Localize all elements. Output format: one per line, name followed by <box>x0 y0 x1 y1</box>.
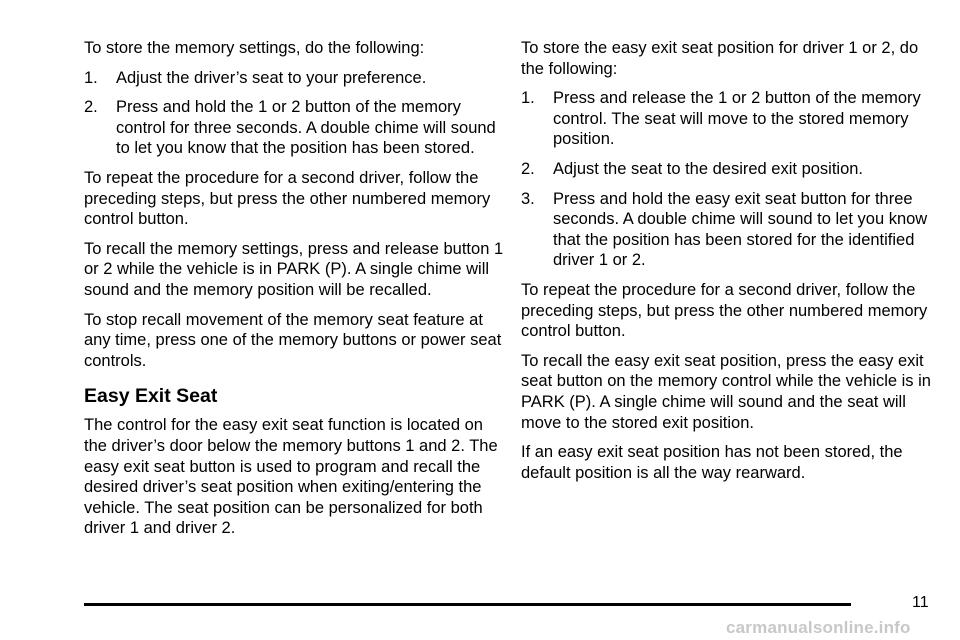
store-settings-steps <box>84 68 504 159</box>
step-text: Adjust the seat to the desired exit position. <box>553 159 864 178</box>
step-number: 3. <box>521 189 535 208</box>
left-column <box>84 38 504 548</box>
right-column <box>521 38 941 492</box>
step-text: Press and release the 1 or 2 button of the memory control. The seat will move to the stored memory position. <box>553 89 921 149</box>
page-number: 11 <box>912 594 929 611</box>
step-text: Press and hold the easy exit seat button for three seconds. A double chime will sound to let you know that the position has been stored for the identified driver 1 or 2. <box>553 189 928 270</box>
step-text: Press and hold the 1 or 2 button of the memory control for three seconds. A double chime will sound to let you know that the position has been stored. <box>116 98 496 158</box>
store-exit-steps <box>521 88 941 271</box>
second-driver-paragraph: To repeat the procedure for a second driver, follow the preceding steps, but press the other numbered memory control button. <box>521 280 928 341</box>
list-item <box>84 68 504 89</box>
footer-rule <box>84 603 851 606</box>
step-number: 1. <box>84 68 98 87</box>
easy-exit-seat-heading: Easy Exit Seat <box>84 385 218 408</box>
list-item <box>521 159 941 180</box>
step-number: 2. <box>521 159 535 178</box>
list-item <box>521 189 941 271</box>
store-settings-intro: To store the memory settings, do the following: <box>84 39 425 57</box>
step-number: 1. <box>521 89 535 108</box>
recall-settings-paragraph: To recall the memory settings, press and release button 1 or 2 while the vehicle is in PARK (P). A single chime will sound and the memory position will be recalled. <box>84 239 504 299</box>
step-number: 2. <box>84 98 98 117</box>
list-item <box>84 97 504 159</box>
store-exit-intro: To store the easy exit seat position for driver 1 or 2, do the following: <box>521 39 919 78</box>
recall-exit-paragraph: To recall the easy exit seat position, press the easy exit seat button on the memory control while the vehicle is in PARK (P). A single chime will sound and the seat will move to the stored exit position. <box>521 351 931 432</box>
default-position-paragraph: If an easy exit seat position has not been stored, the default position is all the way rearward. <box>521 443 903 482</box>
stop-recall-paragraph: To stop recall movement of the memory seat feature at any time, press one of the memory buttons or power seat controls. <box>84 310 502 370</box>
list-item <box>521 88 941 150</box>
step-text: Adjust the driver’s seat to your preference. <box>116 68 427 87</box>
second-driver-paragraph: To repeat the procedure for a second driver, follow the preceding steps, but press the other numbered memory control button. <box>84 168 491 229</box>
easy-exit-description: The control for the easy exit seat function is located on the driver’s door below the memory buttons 1 and 2. The easy exit seat button is used to program and recall the desired driver’s seat position when exiting/entering the vehicle. The seat position can be personalized for both driver 1 and driver 2. <box>84 416 498 538</box>
watermark: carmanualsonline.info <box>726 618 911 637</box>
